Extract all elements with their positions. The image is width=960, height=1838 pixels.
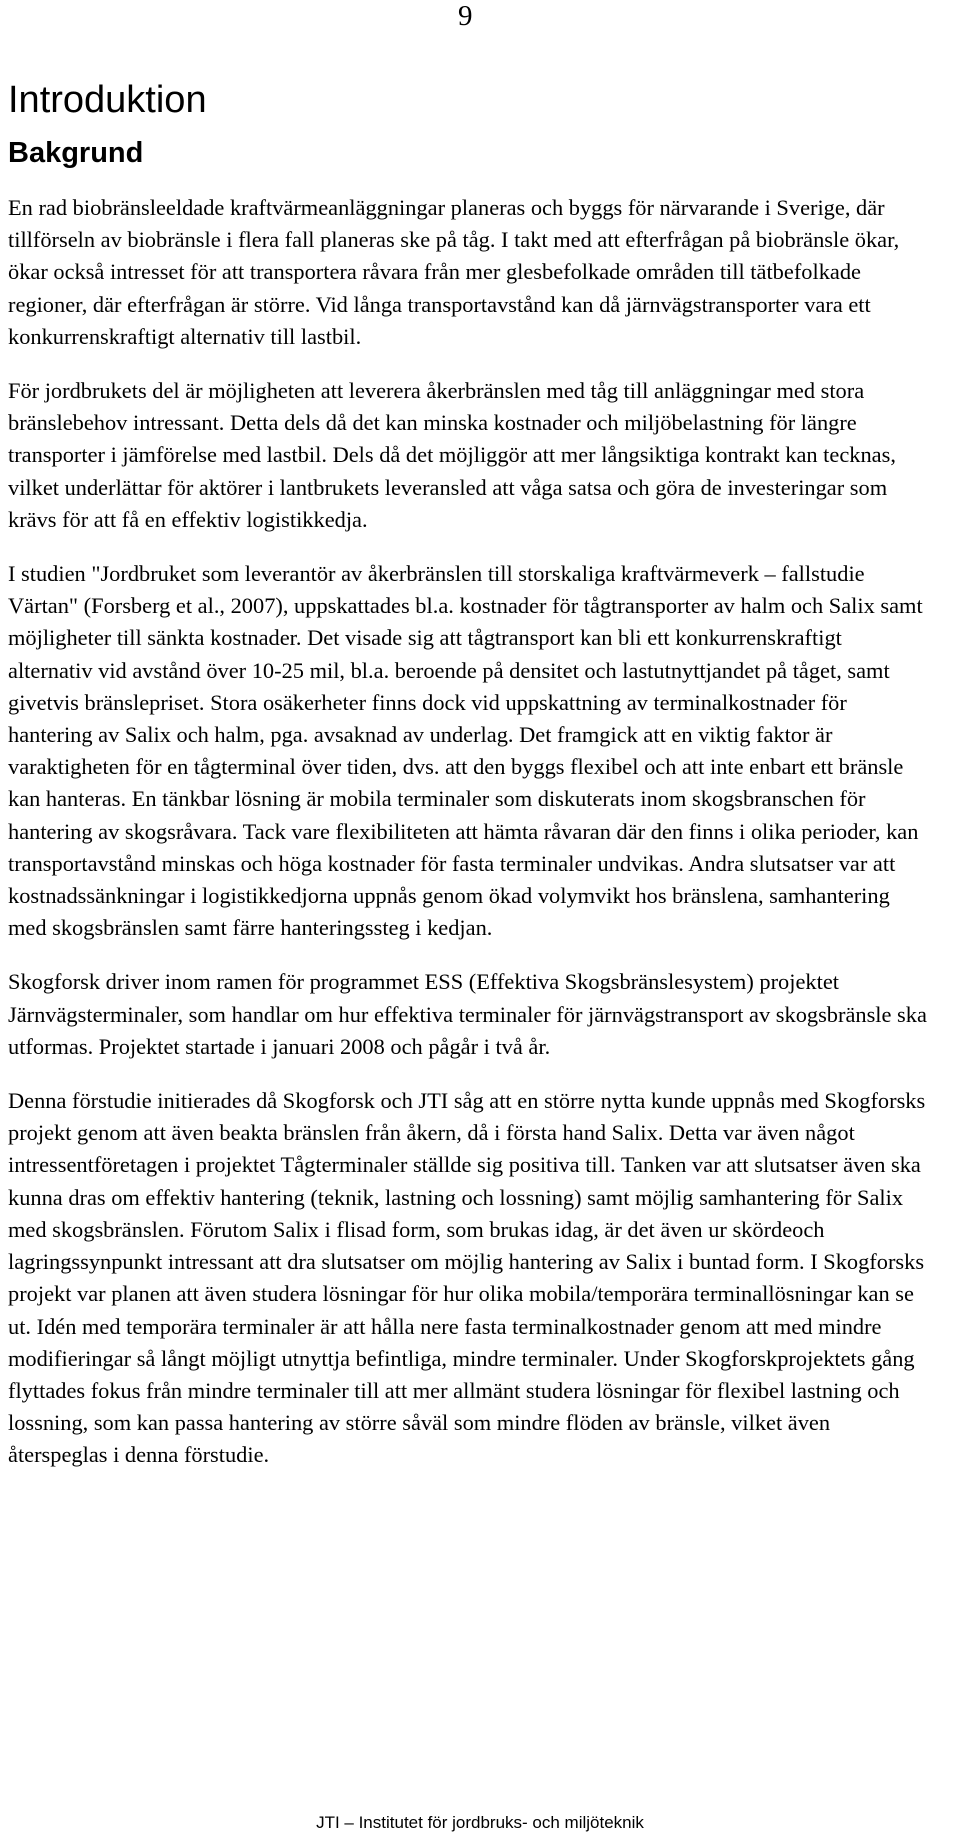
paragraph: Skogforsk driver inom ramen för programmet ESS (Effektiva Skogsbränslesystem) projektet Järnvägsterminaler, som handlar om hur effektiva terminaler för järnvägstransport av skogsbränsle ska utformas. Projektet startade i januari 2008 och pågår i två år. (8, 969, 927, 1059)
page-number: 9 (458, 0, 473, 32)
page-footer: JTI – Institutet för jordbruks- och miljöteknik (316, 1813, 644, 1832)
paragraph: För jordbrukets del är möjligheten att leverera åkerbränslen med tåg till anläggningar med stora bränslebehov intressant. Detta dels då det kan minska kostnader och miljöbelastning för längre transporter i jämförelse med lastbil. Dels då det möjliggör att mer långsiktiga kontrakt kan tecknas, vilket underlättar för aktörer i lantbrukets leveransled att våga satsa och göra de investeringar som krävs för att få en effektiv logistikkedja. (8, 378, 896, 532)
section-title: Introduktion (8, 79, 207, 121)
page-content (8, 78, 930, 1494)
paragraph: Denna förstudie initierades då Skogforsk och JTI såg att en större nytta kunde uppnås med Skogforsks projekt genom att även beakta bränslen från åkern, då i första hand Salix. Detta var även något intressentföretagen i projektet Tågterminaler ställde sig positiva till. Tanken var att slutsatser även ska kunna dras om effektiv hantering (teknik, lastning och lossning) samt möjlig samhantering för Salix med skogsbränslen. Förutom Salix i flisad form, som brukas idag, är det även ur skördeoch lagringssynpunkt intressant att dra slutsatser om möjlig hantering av Salix i buntad form. I Skogforsks projekt var planen att även studera lösningar för hur olika mobila/temporära terminallösningar kan se ut. Idén med temporära terminaler är att hålla nere fasta terminalkostnader genom att med mindre modifieringar så långt möjligt utnyttja befintliga, mindre terminaler. Under Skogforskprojektets gång flyttades fokus från mindre terminaler till att mer allmänt studera lösningar för flexibel lastning och lossning, som kan passa hantering av större såväl som mindre flöden av bränsle, vilket även återspeglas i denna förstudie. (8, 1088, 926, 1468)
paragraph: En rad biobränsleeldade kraftvärmeanläggningar planeras och byggs för närvarande i Sverige, där tillförseln av biobränsle i flera fall planeras ske på tåg. I takt med att efterfrågan på biobränsle ökar, ökar också intresset för att transportera råvara från mer glesbefolkade områden till tätbefolkade regioner, där efterfrågan är större. Vid långa transportavstånd kan då järnvägstransporter vara ett konkurrenskraftigt alternativ till lastbil. (8, 195, 900, 349)
subsection-title: Bakgrund (8, 137, 144, 169)
paragraph: I studien "Jordbruket som leverantör av åkerbränslen till storskaliga kraftvärmeverk – fallstudie Värtan" (Forsberg et al., 2007), uppskattades bl.a. kostnader för tågtransporter av halm och Salix samt möjligheter till sänkta kostnader. Det visade sig att tågtransport kan bli ett konkurrenskraftigt alternativ vid avstånd över 10-25 mil, bl.a. beroende på densitet och lastutnyttjandet på tåget, samt givetvis bränslepriset. Stora osäkerheter finns dock vid uppskattning av terminalkostnader för hantering av Salix och halm, pga. avsaknad av underlag. Det framgick att en viktig faktor är varaktigheten för en tågterminal över tiden, dvs. att den byggs flexibel och att inte enbart ett bränsle kan hanteras. En tänkbar lösning är mobila terminaler som diskuterats inom skogsbranschen för hantering av skogsråvara. Tack vare flexibiliteten att hämta råvaran där den finns i olika perioder, kan transportavstånd minskas och höga kostnader för fasta terminaler undvikas. Andra slutsatser var att kostnadssänkningar i logistikkedjorna uppnås genom ökad volymvikt hos bränslena, samhantering med skogsbränslen samt färre hanteringssteg i kedjan. (8, 561, 923, 941)
